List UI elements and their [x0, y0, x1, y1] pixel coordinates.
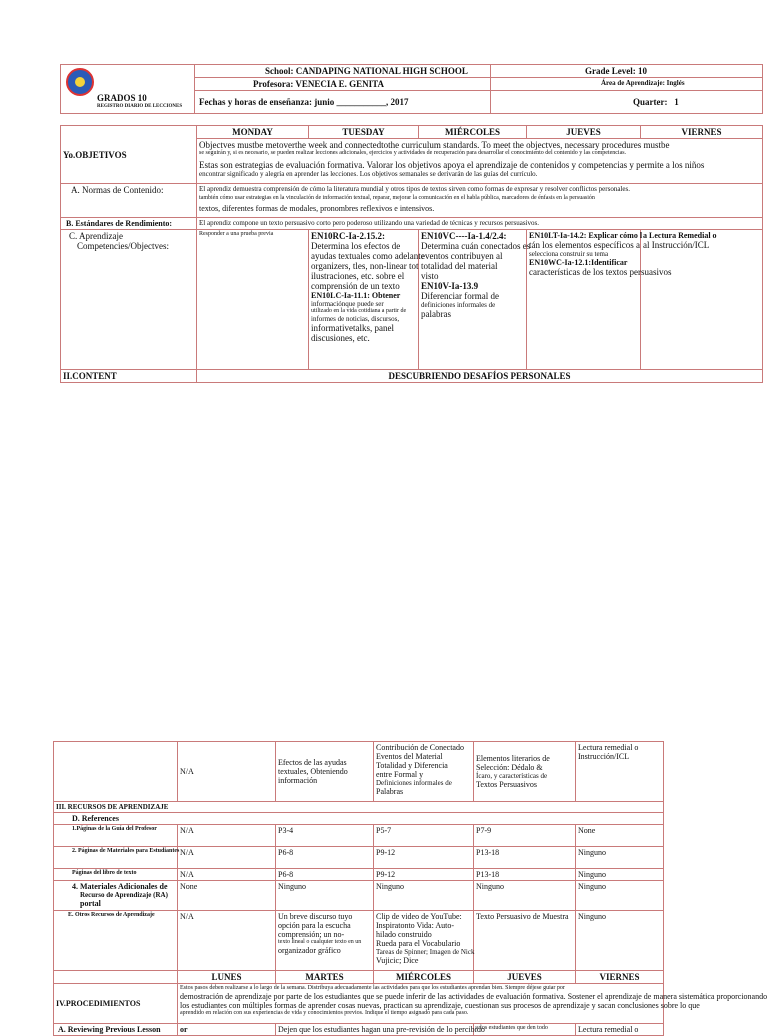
competency-friday: a Lectura Remedial o al Instrucción/ICL [641, 230, 763, 370]
grade-level: Grade Level: 10 [491, 65, 763, 78]
day-header-miercoles: MIÉRCOLES [374, 971, 474, 984]
topic-thursday: Elementos literarios de Selección: Dédalo & Ícaro, y características de Textos Persuasivos [474, 742, 576, 802]
additional-materials-row: 4. Materiales Adicionales de Recurso de Aprendizaje (RA) portal None Ninguno Ninguno Ninguno Ninguno [54, 881, 664, 911]
day-header-wednesday: MIÉRCOLES [419, 126, 527, 139]
competency-thursday: EN10LT-Ia-14.2: Explicar cómo l tán los elementos específicos a selecciona construir su tema EN10WC-Ia-12.1:Identificar características de los textos persuasivos [527, 230, 641, 370]
day-header-tuesday: TUESDAY [309, 126, 419, 139]
day-header-thursday: JUEVES [527, 126, 641, 139]
references-label: D. References [54, 813, 664, 825]
procedures-text: Estos pasos deben realizarse a lo largo de la semana. Distribuya adecuadamente las actividades para que los estudiantes aprendan bien. Siempre déjese guiar por demostración de aprendizaje por parte de los estudiantes que se puede inferir de las actividades de evaluación formativa. Sostener el aprendizaje de manera sistemática proporcionando los estudiantes con múltiples formas de aprender cosas nuevas, practican su aprendizaje, cuestionan sus procesos de aprendizaje y sacan conclusiones sobre lo que aprendido en relación con sus experiencias de vida y conocimientos previos. Indique el tiempo asignado para cada paso. [178, 984, 664, 1024]
review-row: A. Reviewing Previous Lesson or Dejen que los estudiantes hagan una pre-revisión de lo percibido a los estudiantes que den todo Lectura remedial o [54, 1024, 664, 1036]
day-header-lunes: LUNES [178, 971, 276, 984]
performance-standards-label: B. Estándares de Rendimiento: [61, 218, 197, 230]
resources-label: III. RECURSOS DE APRENDIZAJE [54, 802, 664, 813]
topic-friday: Lectura remedial o Instrucción/ICL [576, 742, 664, 802]
day-header-friday: VIERNES [641, 126, 763, 139]
competency-monday: Responder a una prueba previa [197, 230, 309, 370]
content-standards-label: A. Normas de Contenido: [61, 184, 197, 218]
day-header-jueves: JUEVES [474, 971, 576, 984]
table-row: Páginas del libro de texto N/A P6-8 P9-12 P13-18 Ninguno [54, 869, 664, 881]
dll-page2-table [53, 741, 768, 1036]
learning-area: Área de Aprendizaje: Inglés [491, 78, 763, 91]
content-label: II.CONTENT [61, 370, 197, 383]
content-standards-text: El aprendiz demuestra comprensión de cómo la literatura mundial y otros tipos de textos sirven como formas de expresar y resolver conflictos personales. también cómo usar estrategias en la vinculación de información textual, reparar, mejorar la comunicación en el habla pública, marcadores de énfasis en la persuasión textos, diferentes formas de modales, pronombres reflexivos e intensivos. [197, 184, 763, 218]
topic-wednesday: Contribución de Conectado Eventos del Material Totalidad y Diferencia entre Formal y Definiciones informales de Palabras [374, 742, 474, 802]
procedures-label: IV.PROCEDIMIENTOS [54, 984, 178, 1024]
school-label: School: [265, 66, 294, 76]
performance-standards-text: El aprendiz compone un texto persuasivo corto pero poderoso utilizando una variedad de técnicas y recursos persuasivos. [197, 218, 763, 230]
other-resources-row: E. Otros Recursos de Aprendizaje N/A Un breve discurso tuyo opción para la escucha comprensión; un no- texto lineal o cualquier texto en un organizador gráfico Clip de video de YouTube: Inspiratonto Vida: Auto- hilado construido Rueda para el Vocabulario Tareas de Spinner; Imagen de Nick Vujicic; Dice Texto Persuasivo de Muestra Ninguno [54, 911, 664, 971]
competencies-label: C. Aprendizaje Competencies/Objectves: [61, 230, 197, 370]
table-row: 1.Páginas de la Guía del Profesor N/A P3-4 P5-7 P7-9 None [54, 825, 664, 847]
topic-tuesday: Efectos de las ayudas textuales, Obteniendo información [276, 742, 374, 802]
teaching-dates: Fechas y horas de enseñanza: junio ___________, 2017 [195, 91, 491, 114]
quarter-label: Quarter: [633, 97, 668, 107]
day-header-monday: MONDAY [197, 126, 309, 139]
competency-tuesday: EN10RC-Ia-2.15.2: Determina los efectos de ayudas textuales como adelante organizers, tles, non-linear tot ilustraciones, etc. sobre el comprensión de un texto EN10LC-Ia-11.1: Obtener informaciónque puede ser utilizado en la vida cotidiana a partir de informes de noticias, discursos, informativetalks, panel discusiones, etc. [309, 230, 419, 370]
school-name: CANDAPING NATIONAL HIGH SCHOOL [295, 66, 468, 76]
dll-main-table [60, 125, 763, 383]
day-header-viernes: VIERNES [576, 971, 664, 984]
day-header-martes: MARTES [276, 971, 374, 984]
registry-title: REGISTRO DIARIO DE LECCIONES [97, 104, 183, 109]
competency-wednesday: EN10VC----Ia-1.4/2.4: Determina cuán conectados es eventos contribuyen al totalidad del material visto EN10V-Ia-13.9 Diferenciar formal de definiciones informales de palabras [419, 230, 527, 370]
header-table [60, 64, 763, 114]
grade-title: GRADOS 10 [97, 93, 147, 103]
teacher-name: Profesora: VENECIA E. GENITA [195, 78, 491, 91]
content-value: DESCUBRIENDO DESAFÍOS PERSONALES [197, 370, 763, 383]
quarter-value: 1 [674, 97, 679, 107]
table-row: 2. Páginas de Materiales para Estudiantes N/A P6-8 P9-12 P13-18 Ninguno [54, 847, 664, 869]
objectives-text: Objectves mustbe metoverthe week and connectedtothe curriculum standards. To meet the objectves, necessary procedures mustbe se seguirán y, si es necesario, se pueden realizar lecciones adicionales, ejercicios y actividades de recuperación para desarrollar el conocimiento del contenido y las competencias. Estas son estrategias de evaluación formativa. Valorar los objetivos apoya el aprendizaje de contenidos y competencias y permite a los niños encontrar significado y alegría en aprender las lecciones. Los objetivos semanales se derivarán de las guías del currículo. [197, 139, 763, 184]
objectives-label: Yo.OBJETIVOS [61, 126, 197, 184]
topic-monday: N/A [178, 742, 276, 802]
